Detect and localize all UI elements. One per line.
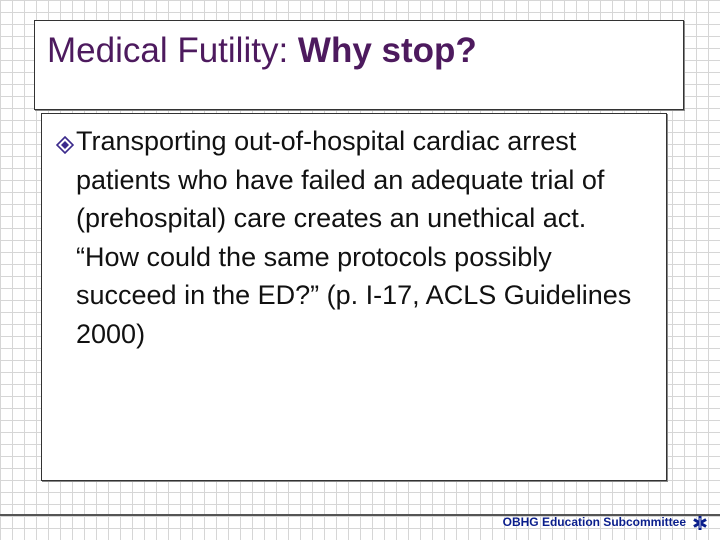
title-emphasis: Why stop?	[297, 31, 477, 70]
title-box	[34, 20, 684, 110]
star-of-life-icon	[692, 515, 708, 531]
footer-text: OBHG Education Subcommittee	[502, 515, 686, 529]
bullet-text: Transporting out-of-hospital cardiac arrest patients who have failed an adequate trial of (prehospital) care creates an unethical act. “How could the same protocols possibly succeed in the ED?” (p. I-17, ACLS Guidelines 2000)	[76, 126, 632, 349]
content-box	[41, 113, 667, 481]
title-prefix: Medical Futility:	[47, 31, 298, 70]
diamond-bullet-icon	[56, 136, 74, 154]
slide-title	[47, 31, 477, 71]
bullet-item	[52, 122, 652, 353]
